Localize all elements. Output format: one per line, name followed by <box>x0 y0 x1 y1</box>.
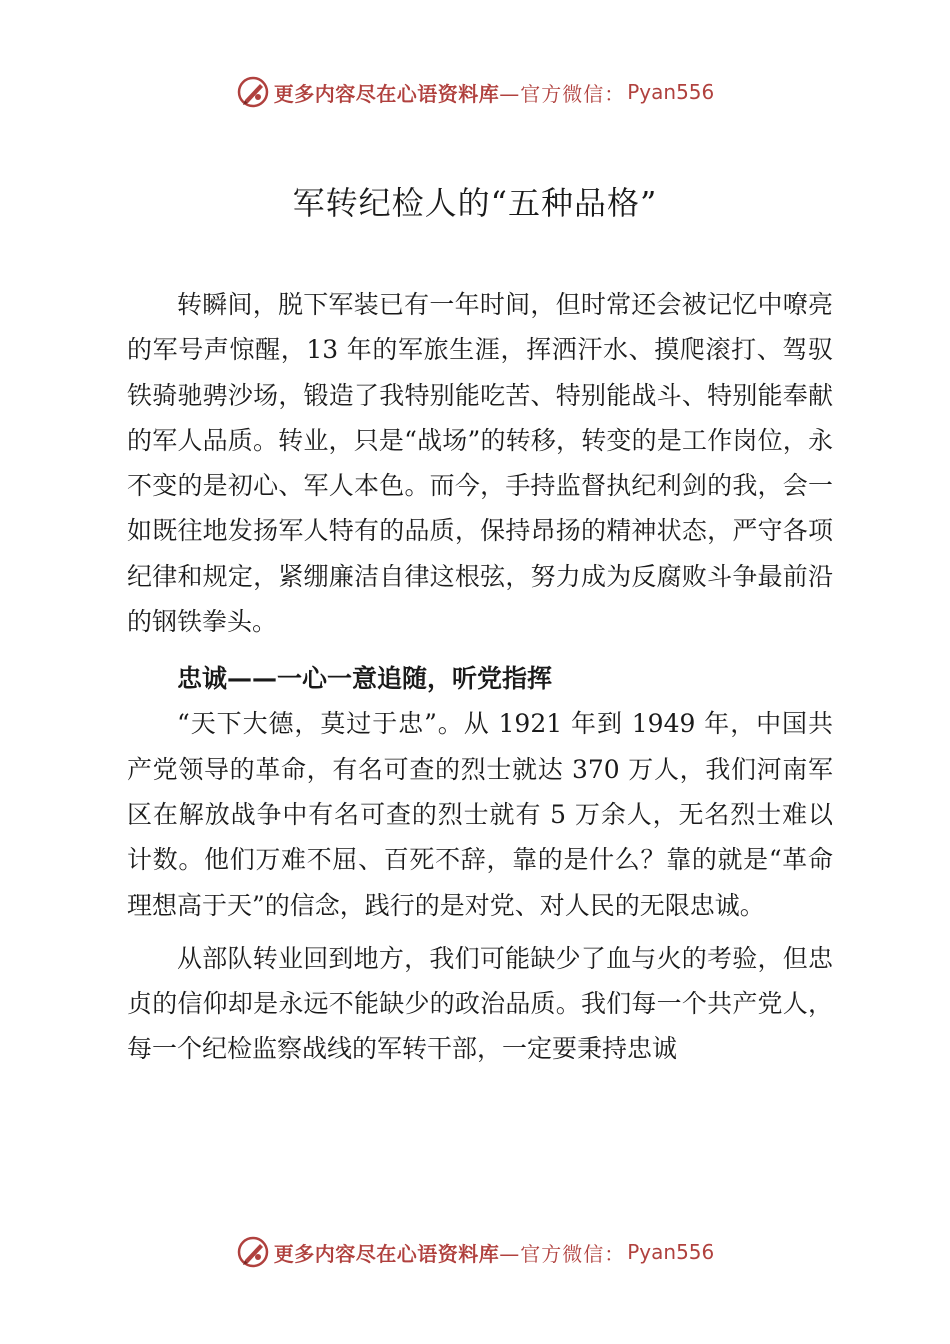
document-title: 军转纪检人的“五种品格” <box>292 184 658 222</box>
banner-wechat-id: Pyan556 <box>627 80 715 104</box>
banner-brand-text: 更多内容尽在心语资料库 <box>273 81 500 106</box>
pen-seal-logo-icon <box>236 75 270 109</box>
loyalty-paragraph-2: 从部队转业回到地方，我们可能缺少了血与火的考验，但忠贞的信仰却是永远不能缺少的政治品质。我们每一个共产党人，每一个纪检监察战线的军转干部，一定要秉持忠诚 <box>127 943 833 1064</box>
banner-wechat-id: Pyan556 <box>627 1240 715 1264</box>
footer-banner <box>0 1230 950 1274</box>
intro-paragraph: 转瞬间，脱下军装已有一年时间，但时常还会被记忆中嘹亮的军号声惊醒，13 年的军旅生涯，挥洒汗水、摸爬滚打、驾驭铁骑驰骋沙场，锻造了我特别能吃苦、特别能战斗、特别能奉献的军人品质。转业，只是“战场”的转移，转变的是工作岗位，永不变的是初心、军人本色。而今，手持监督执纪利剑的我，会一如既往地发扬军人特有的品质，保持昂扬的精神状态，严守各项纪律和规定，紧绷廉洁自律这根弦，努力成为反腐败斗争最前沿的钢铁拳头。 <box>127 290 833 637</box>
section-heading-loyalty: 忠诚——一心一意追随，听党指挥 <box>177 664 553 694</box>
document-body <box>127 282 833 1072</box>
banner-brand-text: 更多内容尽在心语资料库 <box>273 1241 500 1266</box>
pen-seal-logo-icon <box>236 1235 270 1269</box>
header-banner <box>0 70 950 114</box>
banner-official-text: —官方微信： <box>499 81 626 106</box>
loyalty-paragraph-1: “天下大德，莫过于忠”。从 1921 年到 1949 年，中国共产党领导的革命，有名可查的烈士就达 370 万人，我们河南军区在解放战争中有名可查的烈士就有 5 万余人，无名烈士难以计数。他们万难不屈、百死不辞，靠的是什么？靠的就是“革命理想高于天”的信念，践行的是对党、对人民的无限忠诚。 <box>127 709 833 920</box>
banner-official-text: —官方微信： <box>499 1241 626 1266</box>
